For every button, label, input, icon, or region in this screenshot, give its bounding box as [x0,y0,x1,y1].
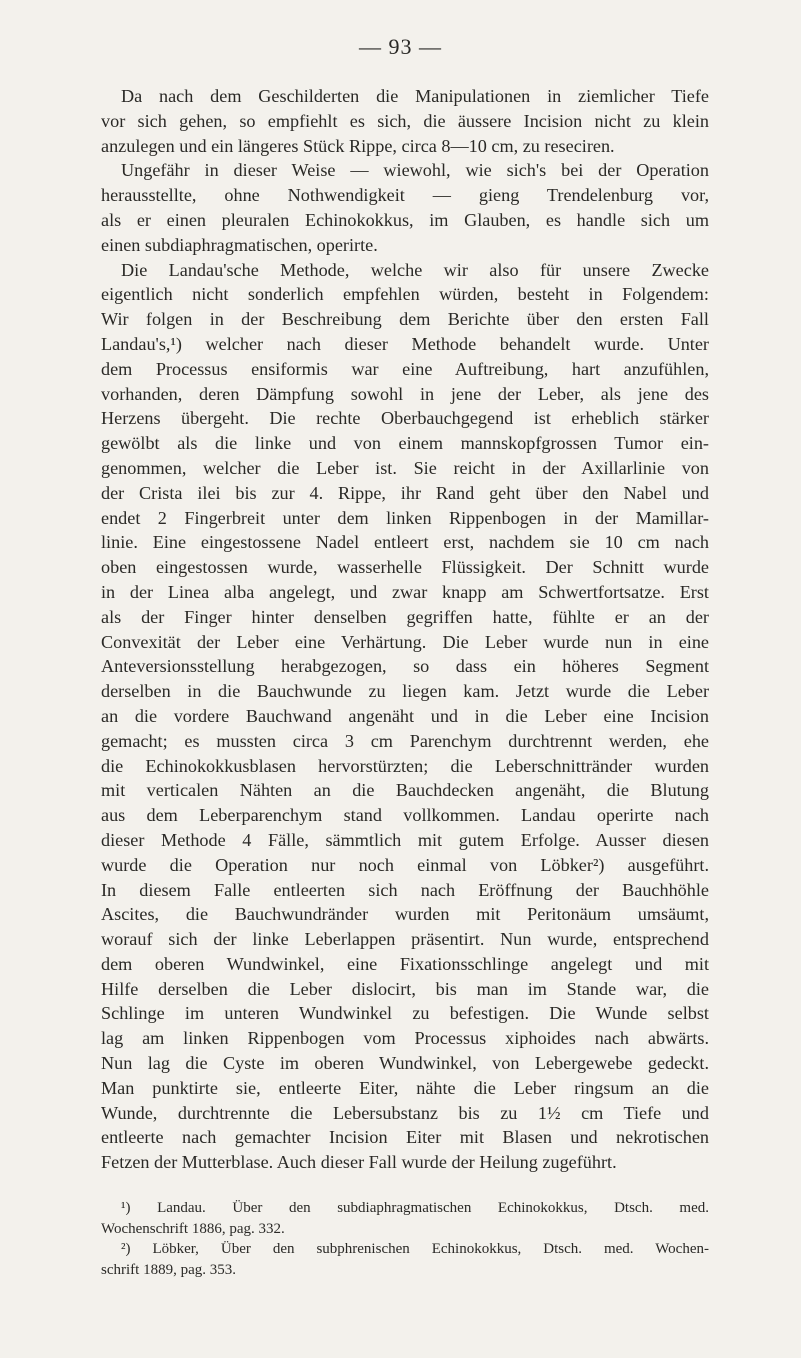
text-line: Schlinge im unteren Wundwinkel zu befestigen. Die Wunde selbst [101,1003,709,1024]
text-line: lag am linken Rippenbogen vom Processus xiphoides nach abwärts. [101,1028,709,1049]
text-line: der Crista ilei bis zur 4. Rippe, ihr Rand geht über den Nabel und [101,482,709,503]
text-line: Wir folgen in der Beschreibung dem Berichte über den ersten Fall [101,309,709,330]
text-line: Die Landau'sche Methode, welche wir also für unsere Zwecke [121,259,709,280]
text-line: linie. Eine eingestossene Nadel entleert erst, nachdem sie 10 cm nach [101,532,709,553]
footnote-line: Wochenschrift 1886, pag. 332. [101,1220,285,1237]
text-line: vor sich gehen, so empfiehlt es sich, die äussere Incision nicht zu klein [101,110,709,131]
text-line: Man punktirte sie, entleerte Eiter, nähte die Leber ringsum an die [101,1077,709,1098]
text-line: oben eingestossen wurde, wasserhelle Flüssigkeit. Der Schnitt wurde [101,557,709,578]
text-line: Da nach dem Geschilderten die Manipulationen in ziemlicher Tiefe [121,86,709,106]
text-line: Convexität der Leber eine Verhärtung. Die Leber wurde nun in eine [101,631,709,652]
text-line: entleerte nach gemachter Incision Eiter mit Blasen und nekrotischen [101,1127,709,1148]
text-line: Wunde, durchtrennte die Lebersubstanz bis zu 1½ cm Tiefe und [101,1102,709,1123]
text-line: derselben in die Bauchwunde zu liegen kam. Jetzt wurde die Leber [101,681,709,702]
text-line: dieser Methode 4 Fälle, sämmtlich mit gutem Erfolge. Ausser diesen [101,829,709,850]
text-line: in der Linea alba angelegt, und zwar knapp am Schwertfortsatze. Erst [101,581,709,602]
text-line: vorhanden, deren Dämpfung sowohl in jene der Leber, als jene des [101,383,709,404]
text-line: endet 2 Fingerbreit unter dem linken Rippenbogen in der Mamillar- [101,507,709,528]
text-line: die Echinokokkusblasen hervorstürzten; die Leberschnittränder wurden [101,755,709,776]
text-line: gemacht; es mussten circa 3 cm Parenchym durchtrennt werden, ehe [101,730,709,751]
text-line: Nun lag die Cyste im oberen Wundwinkel, von Lebergewebe gedeckt. [101,1053,709,1074]
text-line: Ungefähr in dieser Weise — wiewohl, wie sich's bei der Operation [121,160,709,181]
text-line: dem oberen Wundwinkel, eine Fixationsschlinge angelegt und mit [101,953,709,974]
body-text [101,84,709,1175]
footnote-line: ²) Löbker, Über den subphrenischen Echinokokkus, Dtsch. med. Wochen- [121,1241,709,1258]
footnote-line: schrift 1889, pag. 353. [101,1261,236,1278]
text-line: genommen, welcher die Leber ist. Sie reicht in der Axillarlinie von [101,457,709,478]
text-line: Herzens übergeht. Die rechte Oberbauchgegend ist erheblich stärker [101,408,709,429]
text-line: Hilfe derselben die Leber dislocirt, bis man im Stande war, die [101,978,709,999]
text-line: worauf sich der linke Leberlappen präsentirt. Nun wurde, entsprechend [101,929,709,950]
text-line: herausstellte, ohne Nothwendigkeit — gieng Trendelenburg vor, [101,185,709,206]
text-line: Fetzen der Mutterblase. Auch dieser Fall wurde der Heilung zugeführt. [101,1152,617,1173]
text-line: aus dem Leberparenchym stand vollkommen. Landau operirte nach [101,805,709,826]
text-line: eigentlich nicht sonderlich empfehlen würden, besteht in Folgendem: [101,284,709,305]
text-line: wurde die Operation nur noch einmal von Löbker²) ausgeführt. [101,854,709,875]
footnote-line: ¹) Landau. Über den subdiaphragmatischen Echinokokkus, Dtsch. med. [121,1200,709,1216]
text-line: dem Processus ensiformis war eine Auftreibung, hart anzufühlen, [101,358,709,379]
text-line: mit verticalen Nähten an die Bauchdecken angenäht, die Blutung [101,780,709,801]
text-line: einen subdiaphragmatischen, operirte. [101,234,378,255]
text-line: als der Finger hinter denselben gegriffen hatte, fühlte er an der [101,606,709,627]
text-line: gewölbt als die linke und von einem mannskopfgrossen Tumor ein- [101,433,709,454]
text-line: als er einen pleuralen Echinokokkus, im Glauben, es handle sich um [101,209,709,230]
text-line: anzulegen und ein längeres Stück Rippe, circa 8—10 cm, zu reseciren. [101,135,615,156]
text-line: Ascites, die Bauchwundränder wurden mit Peritonäum umsäumt, [101,904,709,925]
text-line: Anteversionsstellung herabgezogen, so dass ein höheres Segment [101,656,709,677]
page-number: — 93 — [359,34,442,59]
footnotes [101,1198,709,1280]
text-line: Landau's,¹) welcher nach dieser Methode behandelt wurde. Unter [101,333,709,354]
text-line: In diesem Falle entleerten sich nach Eröffnung der Bauchhöhle [101,879,709,900]
text-line: an die vordere Bauchwand angenäht und in die Leber eine Incision [101,705,709,726]
